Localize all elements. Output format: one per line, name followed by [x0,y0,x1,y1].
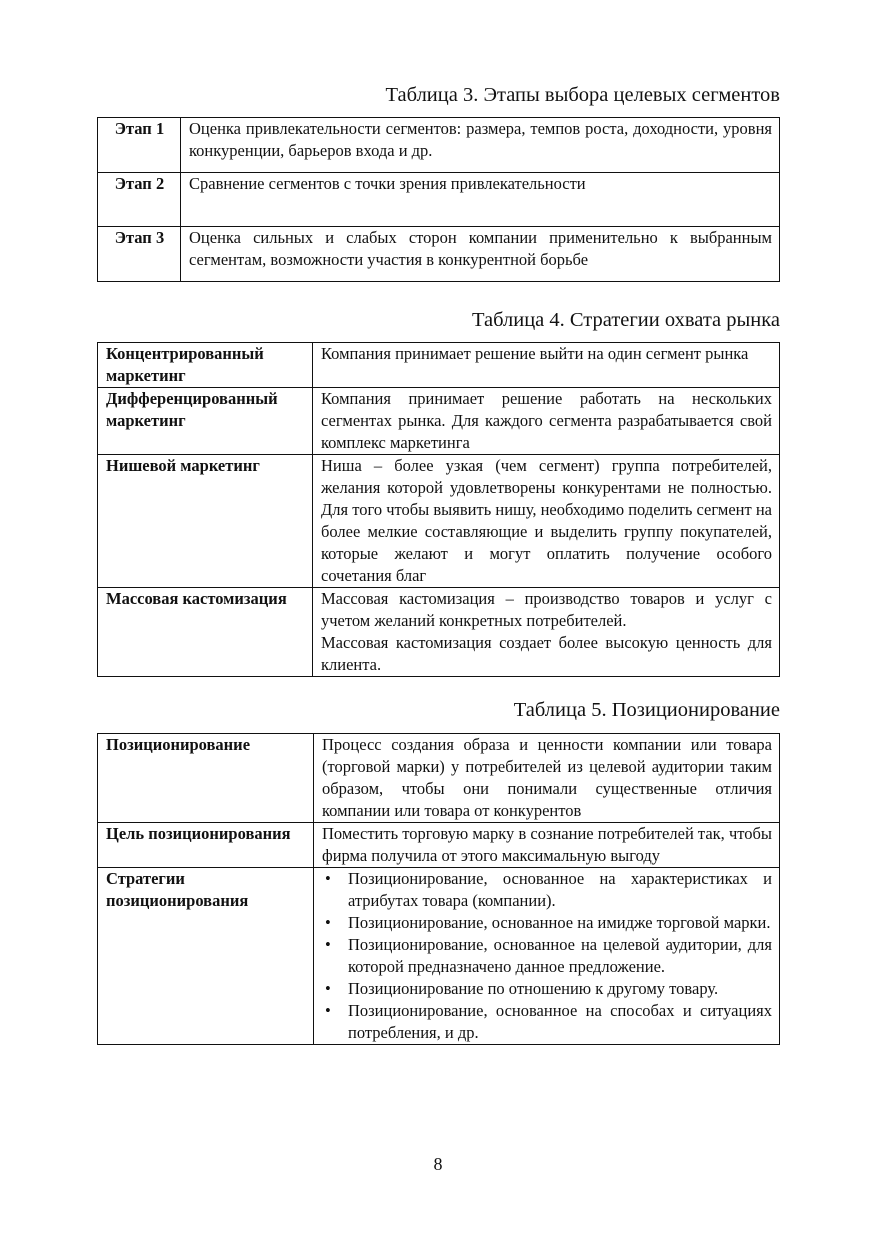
strategy-text-2: Массовая кастомизация создает более высокую ценность для клиента. [321,633,772,674]
table5-caption: Таблица 5. Позиционирование [513,699,780,721]
table4-caption: Таблица 4. Стратегии охвата рынка [471,309,780,331]
table4-market-coverage [97,342,780,677]
table3-stages [97,117,780,282]
strategy-text-cell [313,588,780,677]
stage-label: Этап 1 [98,118,181,173]
stage-text: Оценка привлекательности сегментов: размера, темпов роста, доходности, уровня конкуренции, барьеров входа и др. [181,118,780,173]
table-row [98,388,780,455]
strategy-label: Концентрированный маркетинг [98,343,313,388]
table-row [98,118,780,173]
strategies-list-cell [314,868,780,1045]
strategy-label: Нишевой маркетинг [98,455,313,588]
table-row [98,868,780,1045]
stage-label: Этап 3 [98,227,181,282]
table-row [98,343,780,388]
strategies-list [322,868,772,1044]
table3-caption: Таблица 3. Этапы выбора целевых сегментов [385,84,780,106]
stage-text: Оценка сильных и слабых сторон компании применительно к выбранным сегментам, возможности участия в конкурентной борьбе [181,227,780,282]
term-text: Поместить торговую марку в сознание потребителей так, чтобы фирма получила от этого максимальную выгоду [314,823,780,868]
strategy-label: Массовая кастомизация [98,588,313,677]
strategy-text: Массовая кастомизация – производство товаров и услуг с учетом желаний конкретных потребителей. [321,589,772,630]
list-item: • Позиционирование по отношению к другому товару. [322,978,772,1000]
table-row [98,173,780,227]
stage-text: Сравнение сегментов с точки зрения привлекательности [181,173,780,227]
table-row [98,588,780,677]
list-item: • Позиционирование, основанное на характеристиках и атрибутах товара (компании). [322,868,772,912]
term-label: Цель позиционирования [98,823,314,868]
strategy-label: Дифференцированный маркетинг [98,388,313,455]
list-item: • Позиционирование, основанное на имидже торговой марки. [322,912,772,934]
table-row [98,823,780,868]
table-row [98,227,780,282]
stage-label: Этап 2 [98,173,181,227]
list-item: • Позиционирование, основанное на способах и ситуациях потребления, и др. [322,1000,772,1044]
term-label: Позиционирование [98,734,314,823]
strategy-text: Компания принимает решение выйти на один сегмент рынка [313,343,780,388]
page-number: 8 [433,1154,443,1174]
table-row [98,734,780,823]
term-text: Процесс создания образа и ценности компании или товара (торговой марки) у потребителей из целевой аудитории таким образом, чтобы они понимали существенные отличия компании или товара от конкурентов [314,734,780,823]
list-item: • Позиционирование, основанное на целевой аудитории, для которой предназначено данное предложение. [322,934,772,978]
table5-positioning [97,733,780,1045]
strategy-text: Компания принимает решение работать на нескольких сегментах рынка. Для каждого сегмента разрабатывается свой комплекс маркетинга [313,388,780,455]
term-label: Стратегии позиционирования [98,868,314,1045]
table-row [98,455,780,588]
strategy-text: Ниша – более узкая (чем сегмент) группа потребителей, желания которой удовлетворены конкурентами не полностью. Для того чтобы выявить нишу, необходимо поделить сегмент на более мелкие составляющие и выделить группу покупателей, которые желают и могут оплатить получение особого сочетания благ [313,455,780,588]
